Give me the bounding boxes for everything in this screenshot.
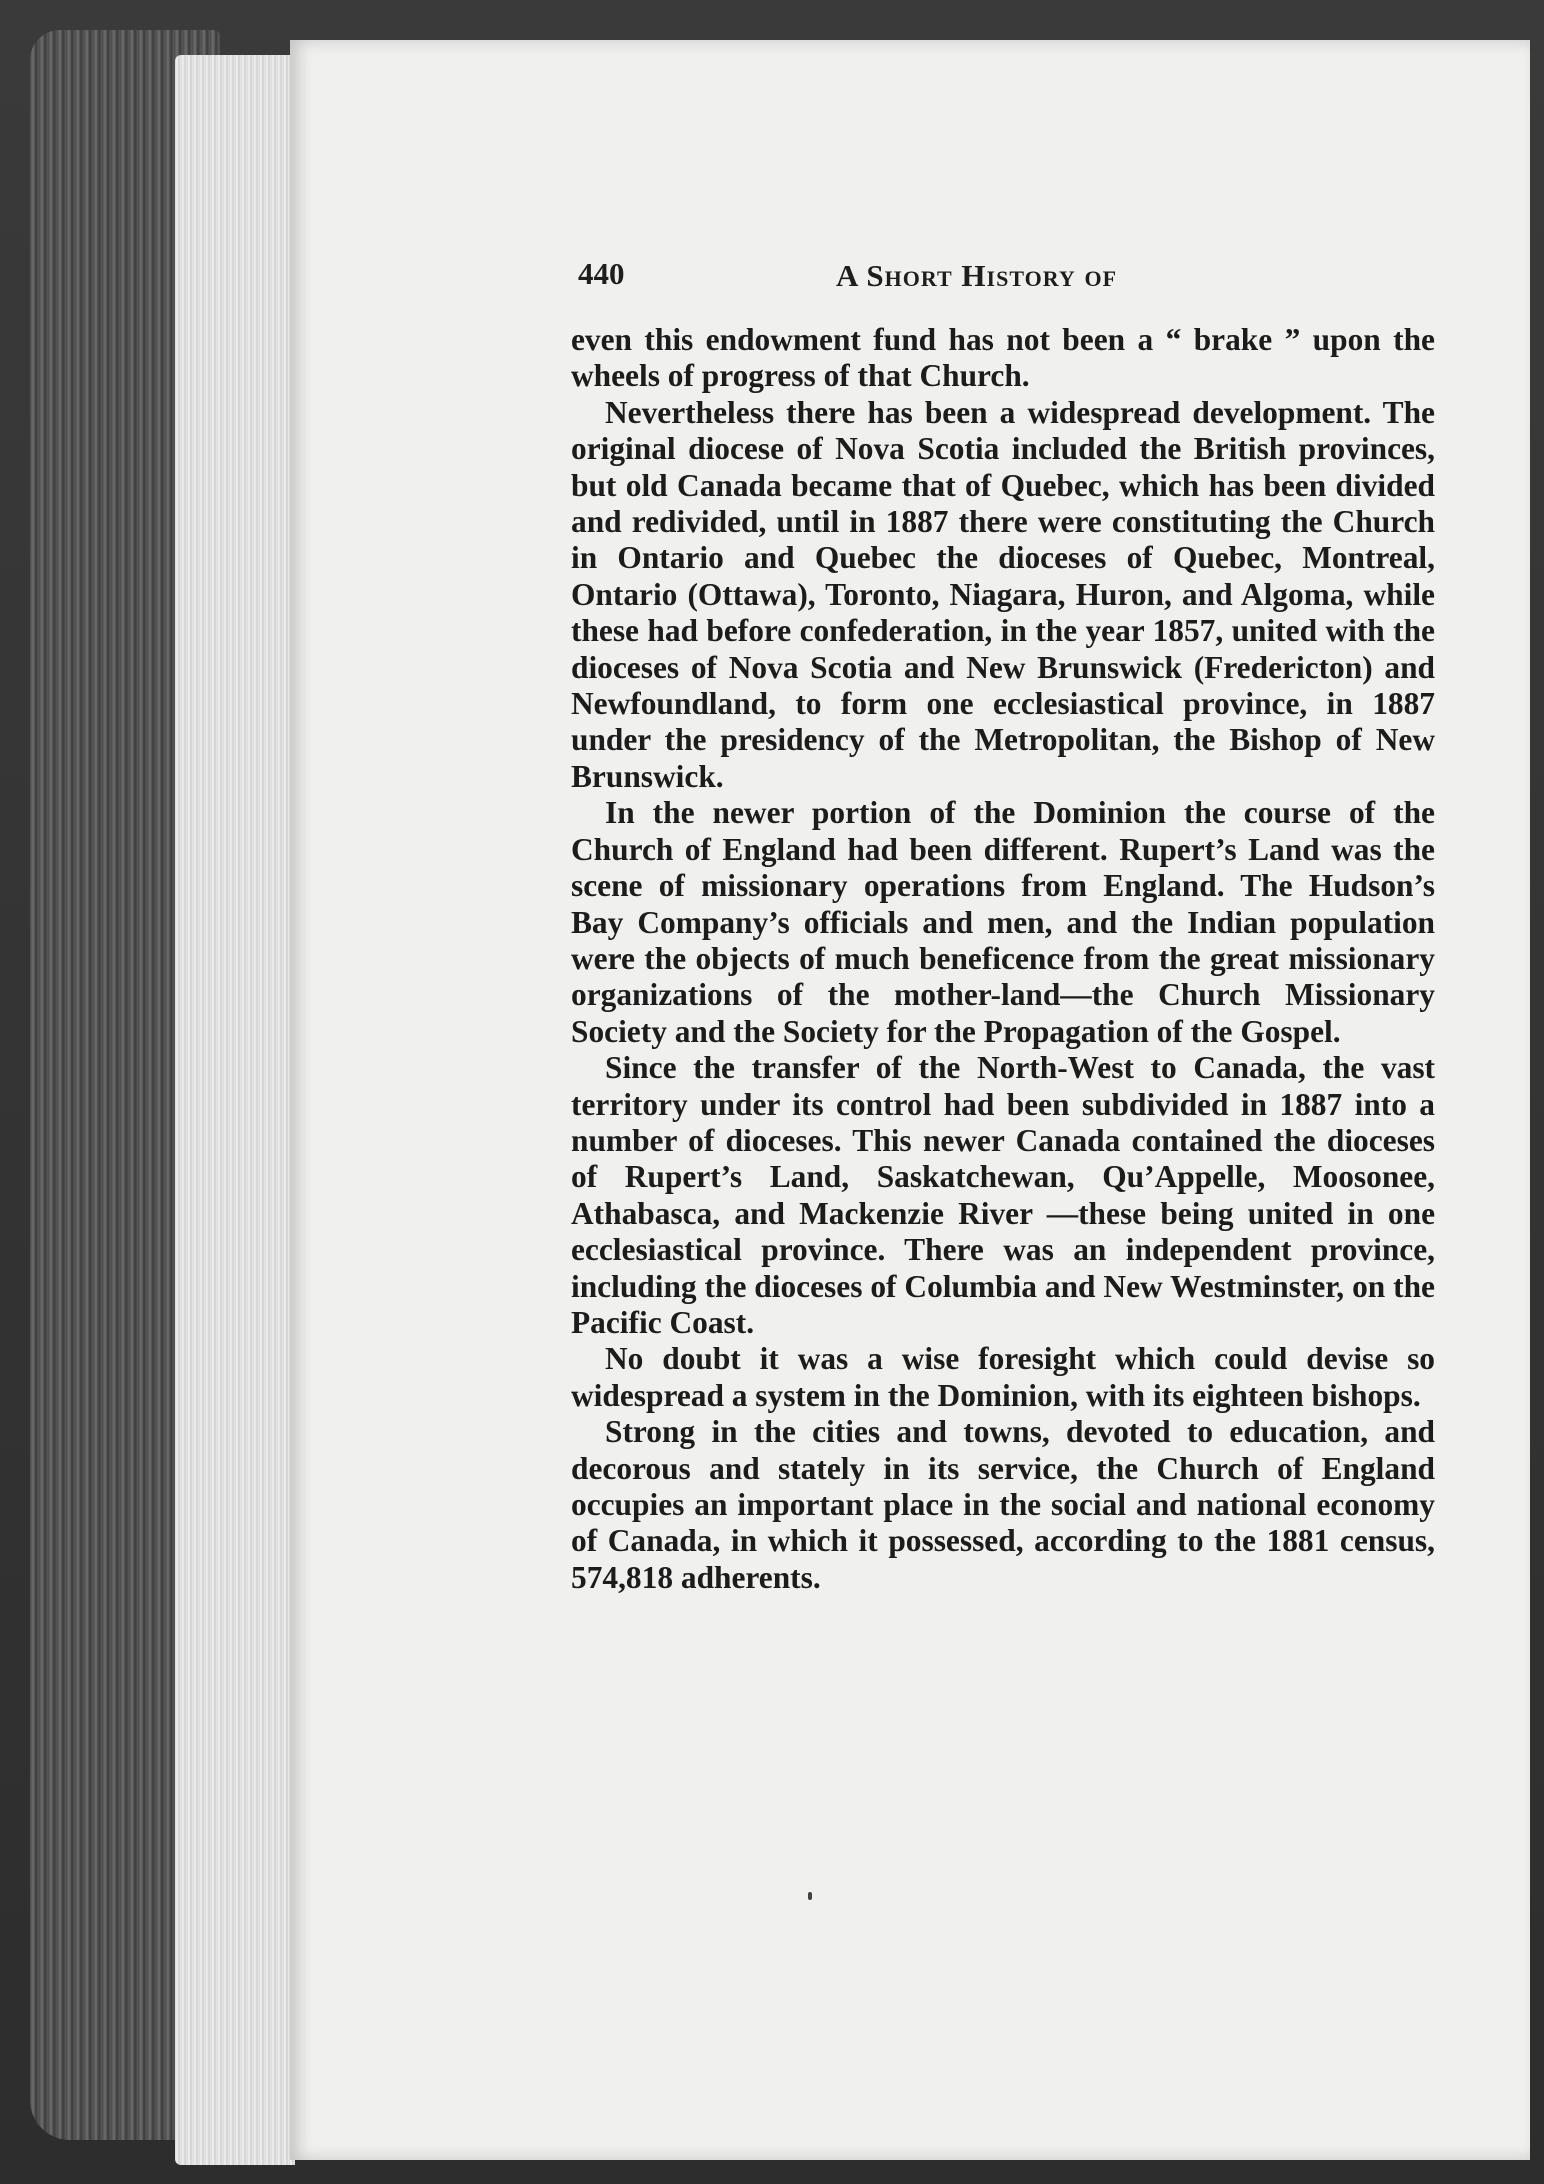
paragraph: No doubt it was a wise foresight which could devise so widespread a system in the Dominion, with its eighteen bishops. [571,1341,1435,1413]
page-header [578,256,1448,300]
page-stack-edge [175,55,295,2165]
paragraph: Strong in the cities and towns, devoted to education, and decorous and stately in its service, the Church of England occupies an important place in the social and national economy of Canada, in which it possessed, according to the 1881 census, 574,818 adherents. [571,1414,1435,1595]
paragraph: even this endowment fund has not been a “ brake ” upon the wheels of progress of that Church. [571,322,1435,394]
page-number: 440 [578,256,625,291]
paragraph: Since the transfer of the North-West to Canada, the vast territory under its control had been subdivided in 1887 into a number of dioceses. This newer Canada contained the dioceses of Rupert’s Land, Saskatchewan, Qu’Appelle, Moosonee, Athabasca, and Mackenzie River —these being united in one ecclesiastical province. There was an independent province, including the dioceses of Columbia and New Westminster, on the Pacific Coast. [571,1050,1435,1340]
paragraph: In the newer portion of the Dominion the course of the Church of England had been different. Rupert’s Land was the scene of missionary operations from England. The Hudson’s Bay Company’s officials and men, and the Indian population were the objects of much beneficence from the great missionary organizations of the mother-land—the Church Missionary Society and the Society for the Propagation of the Gospel. [571,795,1435,1049]
paragraph: Nevertheless there has been a widespread development. The original diocese of Nova Scotia included the British provinces, but old Canada became that of Quebec, which has been divided and redivided, until in 1887 there were constituting the Church in Ontario and Quebec the dioceses of Quebec, Montreal, Ontario (Ottawa), Toronto, Niagara, Huron, and Algoma, while these had before confederation, in the year 1857, united with the dioceses of Nova Scotia and New Brunswick (Fredericton) and Newfoundland, to form one ecclesiastical province, in 1887 under the presidency of the Metropolitan, the Bishop of New Brunswick. [571,394,1435,794]
running-title: A Short History of [836,258,1118,293]
page-body [571,322,1435,1596]
ink-speck [808,1892,812,1900]
